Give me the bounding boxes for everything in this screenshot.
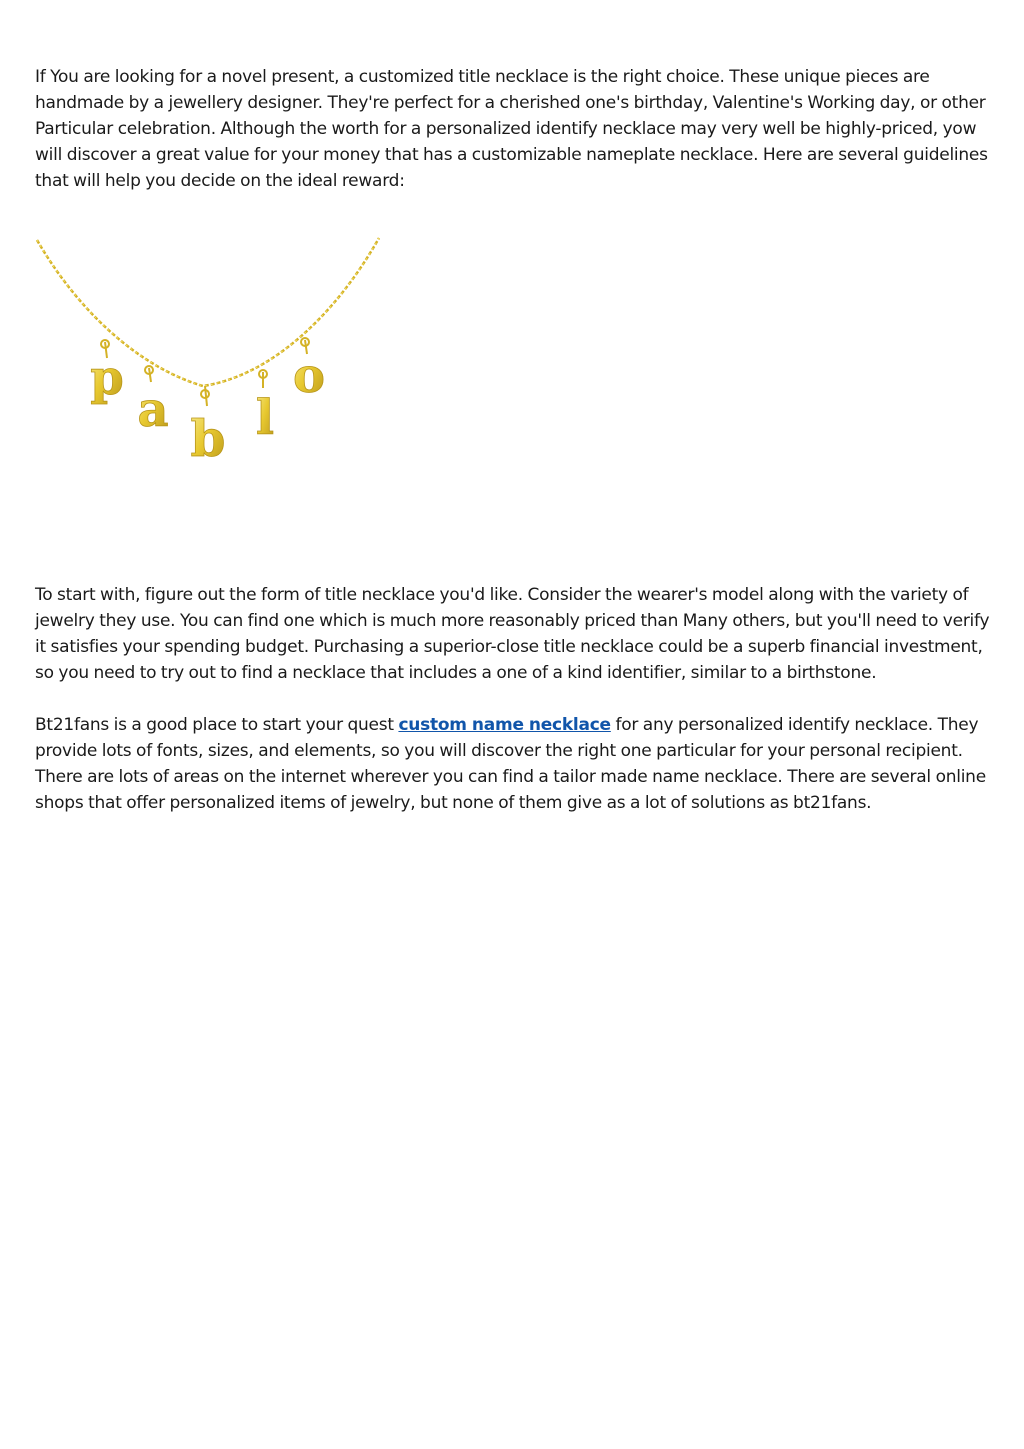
necklace-chain bbox=[37, 238, 379, 386]
pendant-letter-1 bbox=[90, 340, 124, 406]
pendant-letter-2 bbox=[137, 366, 168, 438]
custom-name-necklace-link[interactable]: custom name necklace bbox=[398, 715, 611, 735]
paragraph-3-lead-text: Bt21fans is a good place to start your quest bbox=[35, 715, 399, 735]
necklace-illustration bbox=[35, 236, 385, 566]
pendant-letter-3 bbox=[191, 386, 226, 468]
pendant-letter-4 bbox=[256, 370, 274, 446]
svg-text:b: b bbox=[190, 409, 226, 468]
body-paragraph-2: To start with, figure out the form of title necklace you'd like. Consider the wearer's model along with the variety of jewelry they use. You can find one which is much more reasonably priced than Many others, but you'll need to verify it satisfies your spending budget. Purchasing a superior-close title necklace could be a superb financial investment, so you need to try out to find a necklace that includes a one of a kind identifier, similar to a birthstone. bbox=[35, 585, 990, 683]
document-page bbox=[35, 64, 995, 816]
svg-text:a: a bbox=[137, 382, 169, 438]
svg-text:p: p bbox=[90, 350, 124, 406]
intro-paragraph: If You are looking for a novel present, a customized title necklace is the right choice. These unique pieces are handmade by a jewellery designer. They're perfect for a cherished one's birthday, Valentine's Working day, or other Particular celebration. Although the worth for a personalized identify necklace may very well be highly-priced, yow will discover a great value for your money that has a customizable nameplate necklace. Here are several guidelines that will help you decide on the ideal reward: bbox=[35, 67, 988, 191]
pendant-letter-5 bbox=[293, 338, 325, 404]
paragraph-3-tail-text: for any personalized identify necklace. They provide lots of fonts, sizes, and elements, so you will discover the right one particular for your personal recipient. There are lots of areas on the internet wherever you can find a tailor made name necklace. There are several online shops that offer personalized items of jewelry, but none of them give as a lot of solutions as bt21fans. bbox=[35, 715, 986, 813]
body-paragraph-3 bbox=[35, 712, 995, 816]
necklace-image bbox=[35, 236, 385, 566]
svg-text:o: o bbox=[292, 348, 326, 404]
svg-text:l: l bbox=[255, 390, 275, 446]
